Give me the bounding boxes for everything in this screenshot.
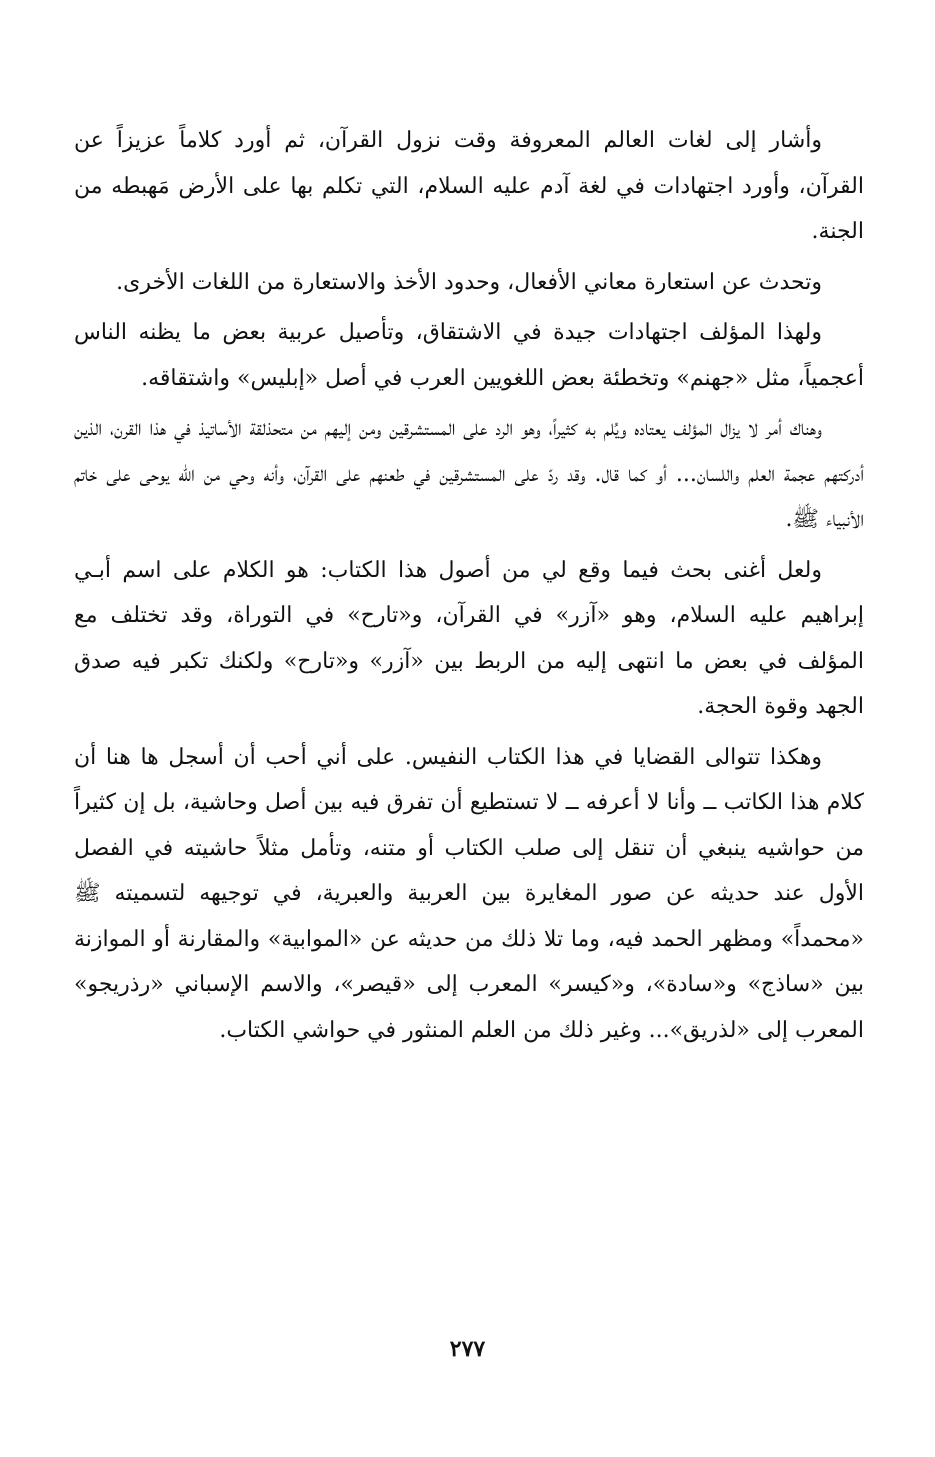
- paragraph-5: ولعل أغنى بحث فيما وقع لي من أصول هذا الكتاب: هو الكلام على اسم أبـي إبراهيم عليه السلام، وهو «آزر» في القرآن، و«تارح» في التوراة، وقد تختلف مع المؤلف في بعض ما انتهى إليه من الربط بين «آزر» و«تارح» ولكنك تكبر فيه صدق الجهد وقوة الحجة.: [74, 557, 864, 719]
- paragraph-3: ولهذا المؤلف اجتهادات جيدة في الاشتقاق، وتأصيل عربية بعض ما يظنه الناس أعجمياً، مثل «جهنم» وتخطئة بعض اللغويين العرب في أصل «إبليس» واشتقاقه.: [74, 320, 864, 391]
- paragraph-2: وتحدث عن استعارة معاني الأفعال، وحدود الأخذ والاستعارة من اللغات الأخرى.: [116, 269, 822, 295]
- paragraph-4: وهناك أمر لا يزال المؤلف يعتاده ويُلم به كثيراً، وهو الرد على المستشرقين ومن إليهم من متحذلقة الأساتيذ في هذا القرن، الذين أدركتهم عجمة العلم واللسان... أو كما قال. وقد ردّ على المستشرقين في طعنهم على القرآن، وأنه وحي من الله يوحى على خاتم الأنبياء ﷺ.: [74, 416, 864, 532]
- page-body: [74, 118, 864, 1058]
- paragraph-1: وأشار إلى لغات العالم المعروفة وقت نزول القرآن، ثم أورد كلاماً عزيزاً عن القرآن، وأورد اجتهادات في لغة آدم عليه السلام، التي تكلم بها على الأرض مَهبطه من الجنة.: [74, 128, 864, 244]
- page-number: ٢٧٧: [449, 1336, 486, 1362]
- paragraph-6: وهكذا تتوالى القضايا في هذا الكتاب النفيس. على أني أحب أن أسجل ها هنا أن كلام هذا الكاتب ــ وأنا لا أعرفه ــ لا تستطيع أن تفرق فيه بين أصل وحاشية، بل إن كثيراً من حواشيه ينبغي أن تنقل إلى صلب الكتاب أو متنه، وتأمل مثلاً حاشيته في الفصل الأول عند حديثه عن صور المغايرة بين العربية والعبرية، في توجيهه لتسميته ﷺ «محمداً» ومظهر الحمد فيه، وما تلا ذلك من حديثه عن «الموابية» والمقارنة أو الموازنة بين «ساذج» و«سادة»، و«كيسر» المعرب إلى «قيصر»، والاسم الإسباني «رذريجو» المعرب إلى «لذريق»... وغير ذلك من العلم المنثور في حواشي الكتاب.: [74, 744, 864, 1043]
